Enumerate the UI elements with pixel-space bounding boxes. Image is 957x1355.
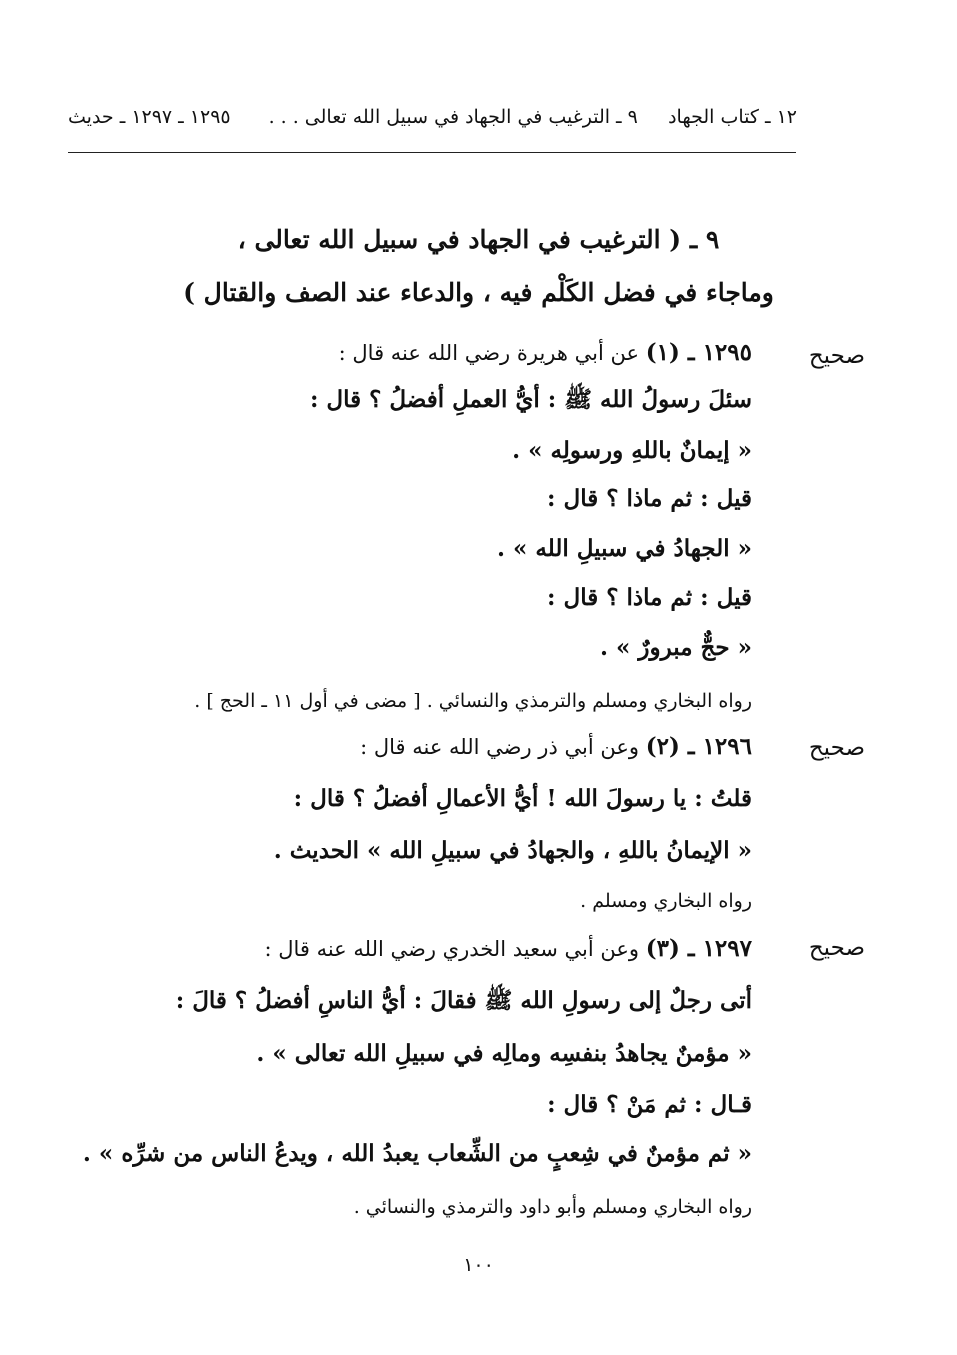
hadith-text-line: « مؤمنٌ يجاهدُ بنفسِه ومالِه في سبيلِ الله تعالى » . bbox=[256, 1040, 752, 1067]
hadith-source: رواه البخاري ومسلم وأبو داود والترمذي والنسائي . bbox=[353, 1196, 752, 1218]
hadith-isnad: وعن أبي سعيد الخدري رضي الله عنه قال : bbox=[264, 937, 639, 961]
hadith-text-line: « إيمانٌ باللهِ ورسولِه » . bbox=[512, 437, 752, 464]
hadith-intro bbox=[339, 339, 752, 366]
hadith-isnad: عن أبي هريرة رضي الله عنه قال : bbox=[338, 341, 639, 365]
hadith-source: رواه البخاري ومسلم والترمذي والنسائي . [ مضى في أول ١١ ـ الحج ] . bbox=[194, 690, 752, 712]
section-title-line-1: ٩ ـ ( الترغيب في الجهاد في سبيل الله تعالى ، bbox=[237, 225, 720, 254]
running-header bbox=[269, 106, 797, 128]
hadith-intro bbox=[360, 733, 752, 760]
hadith-isnad: وعن أبي ذر رضي الله عنه قال : bbox=[360, 735, 639, 759]
header-book: ١٢ ـ كتاب الجهاد bbox=[668, 106, 797, 128]
hadith-grade: صحيح bbox=[808, 343, 865, 369]
hadith-text-line: أتى رجلٌ إلى رسولِ الله ﷺ فقالَ : أيُّ الناسِ أفضلُ ؟ قالَ : bbox=[175, 987, 752, 1014]
hadith-text-line: قيل : ثم ماذا ؟ قال : bbox=[547, 485, 752, 512]
hadith-text-line: قلتُ : يا رسولَ الله ! أيُّ الأعمالِ أفضلُ ؟ قال : bbox=[293, 785, 752, 812]
header-hadith-range: ١٢٩٥ ـ ١٢٩٧ ـ حديث bbox=[68, 106, 231, 128]
hadith-text-line: سئلَ رسولُ الله ﷺ : أيُّ العملِ أفضلُ ؟ قال : bbox=[309, 386, 752, 413]
hadith-grade: صحيح bbox=[808, 935, 865, 961]
hadith-text-line: « الإيمانُ باللهِ ، والجهادُ في سبيلِ الله » الحديث . bbox=[273, 837, 752, 864]
hadith-source: رواه البخاري ومسلم . bbox=[580, 890, 752, 912]
section-title-line-2: وماجاء في فضل الكَلْم فيه ، والدعاء عند الصف والقتال ) bbox=[183, 278, 774, 307]
hadith-intro bbox=[264, 935, 752, 962]
header-chapter: ٩ ـ الترغيب في الجهاد في سبيل الله تعالى . . . bbox=[268, 106, 638, 128]
page-number: ١٠٠ bbox=[463, 1254, 494, 1276]
header-divider bbox=[68, 152, 796, 153]
hadith-text-line: « ثم مؤمنٌ في شِعبٍ من الشِّعاب يعبدُ الله ، ويدعُ الناس من شرِّه » . bbox=[82, 1140, 752, 1167]
hadith-text-line: « الجهادُ في سبيلِ الله » . bbox=[497, 535, 752, 562]
hadith-grade: صحيح bbox=[808, 735, 865, 761]
hadith-text-line: قـال : ثم مَنْ ؟ قال : bbox=[547, 1091, 752, 1118]
hadith-number: ١٢٩٦ ـ (٢) bbox=[645, 733, 752, 760]
hadith-number: ١٢٩٥ ـ (١) bbox=[645, 339, 752, 366]
hadith-text-line: قيل : ثم ماذا ؟ قال : bbox=[547, 584, 752, 611]
hadith-text-line: « حجٌّ مبرورٌ » . bbox=[599, 634, 752, 661]
hadith-number: ١٢٩٧ ـ (٣) bbox=[645, 935, 752, 962]
